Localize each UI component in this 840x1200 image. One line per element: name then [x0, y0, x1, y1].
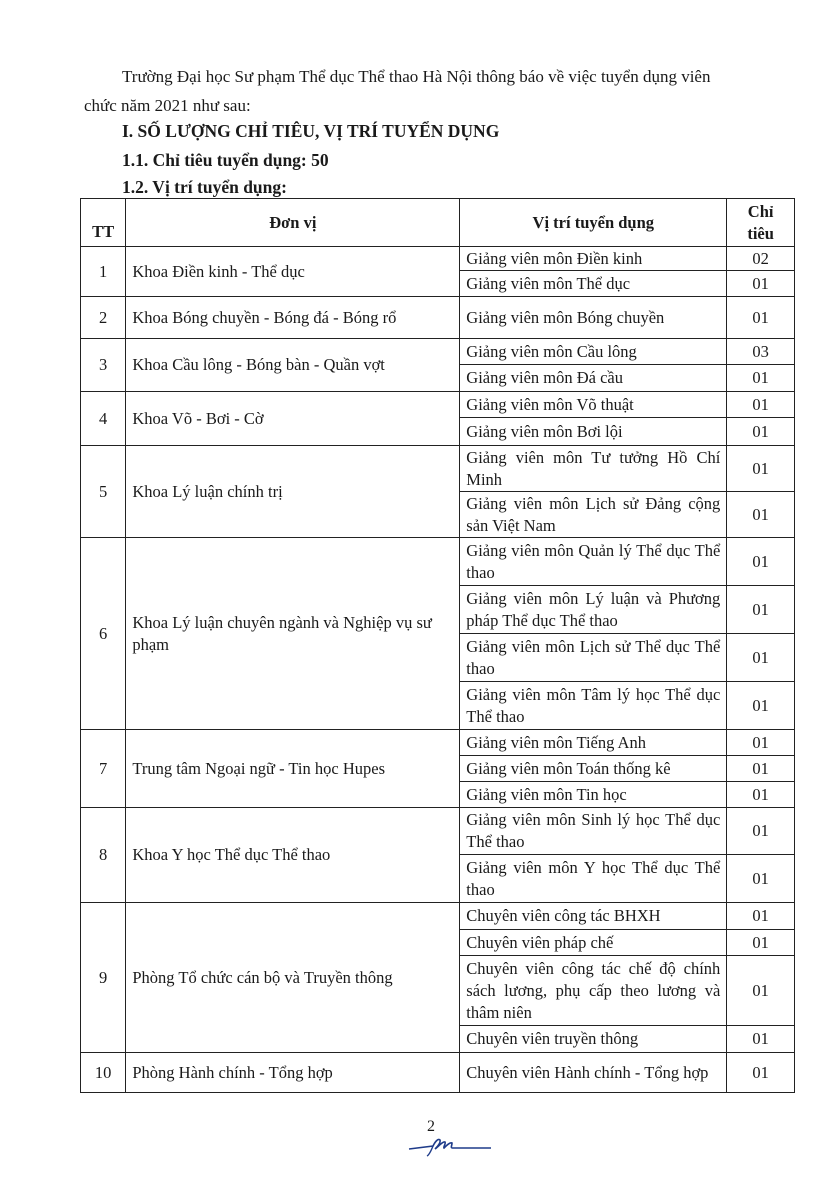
- position-name: Giảng viên môn Cầu lông: [460, 339, 727, 365]
- quota-value: 01: [727, 634, 795, 682]
- signature-initial: [405, 1132, 495, 1158]
- position-name: Giảng viên môn Tiếng Anh: [460, 730, 727, 756]
- table-row: [81, 297, 795, 339]
- quota-value: 01: [727, 365, 795, 392]
- position-name: Chuyên viên công tác BHXH: [460, 903, 727, 930]
- quota-value: 01: [727, 855, 795, 903]
- row-number: 2: [81, 297, 126, 339]
- quota-value: 01: [727, 538, 795, 586]
- position-name: Giảng viên môn Lịch sử Đảng cộng sản Việt Nam: [460, 492, 727, 538]
- intro-line-1: Trường Đại học Sư phạm Thể dục Thể thao Hà Nội thông báo về việc tuyển dụng viên: [122, 67, 711, 86]
- table-row: [81, 446, 795, 492]
- quota-value: 01: [727, 1026, 795, 1053]
- quota-value: 01: [727, 930, 795, 956]
- row-number: 10: [81, 1053, 126, 1093]
- header-unit: Đơn vị: [126, 199, 460, 247]
- quota-value: 03: [727, 339, 795, 365]
- quota-value: 01: [727, 492, 795, 538]
- unit-name: Phòng Hành chính - Tổng hợp: [126, 1053, 460, 1093]
- unit-name: Trung tâm Ngoại ngữ - Tin học Hupes: [126, 730, 460, 808]
- quota-value: 01: [727, 730, 795, 756]
- intro-paragraph: [84, 62, 784, 120]
- quota-value: 01: [727, 808, 795, 855]
- row-number: 5: [81, 446, 126, 538]
- quota-value: 01: [727, 782, 795, 808]
- row-number: 4: [81, 392, 126, 446]
- position-name: Giảng viên môn Quản lý Thể dục Thể thao: [460, 538, 727, 586]
- recruitment-table: [80, 198, 795, 1093]
- table-body: [81, 247, 795, 1093]
- position-name: Chuyên viên công tác chế độ chính sách lương, phụ cấp theo lương và thâm niên: [460, 956, 727, 1026]
- page-number: 2: [427, 1118, 435, 1135]
- unit-name: Phòng Tổ chức cán bộ và Truyền thông: [126, 903, 460, 1053]
- position-name: Giảng viên môn Bóng chuyền: [460, 297, 727, 339]
- header-quota: [727, 199, 795, 247]
- quota-value: 01: [727, 586, 795, 634]
- section-title: I. SỐ LƯỢNG CHỈ TIÊU, VỊ TRÍ TUYỂN DỤNG: [122, 121, 500, 141]
- unit-name: Khoa Cầu lông - Bóng bàn - Quần vợt: [126, 339, 460, 392]
- unit-name: Khoa Y học Thể dục Thể thao: [126, 808, 460, 903]
- row-number: 8: [81, 808, 126, 903]
- unit-name: Khoa Võ - Bơi - Cờ: [126, 392, 460, 446]
- position-name: Chuyên viên pháp chế: [460, 930, 727, 956]
- table-row: [81, 808, 795, 855]
- table-row: [81, 392, 795, 418]
- row-number: 9: [81, 903, 126, 1053]
- row-number: 7: [81, 730, 126, 808]
- quota-value: 01: [727, 903, 795, 930]
- position-name: Chuyên viên Hành chính - Tổng hợp: [460, 1053, 727, 1093]
- unit-name: Khoa Lý luận chuyên ngành và Nghiệp vụ sư phạm: [126, 538, 460, 730]
- quota-value: 02: [727, 247, 795, 271]
- position-name: Giảng viên môn Thể dục: [460, 271, 727, 297]
- quota-value: 01: [727, 446, 795, 492]
- table-row: [81, 1053, 795, 1093]
- header-tt: TT: [81, 199, 126, 247]
- position-name: Giảng viên môn Sinh lý học Thể dục Thể thao: [460, 808, 727, 855]
- unit-name: Khoa Bóng chuyền - Bóng đá - Bóng rổ: [126, 297, 460, 339]
- table-row: [81, 339, 795, 365]
- header-position: Vị trí tuyển dụng: [460, 199, 727, 247]
- position-name: Giảng viên môn Tâm lý học Thể dục Thể thao: [460, 682, 727, 730]
- unit-name: Khoa Điền kinh - Thể dục: [126, 247, 460, 297]
- table-header-row: [81, 199, 795, 247]
- table-row: [81, 247, 795, 271]
- quota-value: 01: [727, 418, 795, 446]
- row-number: 3: [81, 339, 126, 392]
- row-number: 1: [81, 247, 126, 297]
- intro-line-2: chức năm 2021 như sau:: [84, 96, 251, 115]
- position-name: Giảng viên môn Lịch sử Thể dục Thể thao: [460, 634, 727, 682]
- quota-value: 01: [727, 682, 795, 730]
- position-name: Giảng viên môn Lý luận và Phương pháp Thể dục Thể thao: [460, 586, 727, 634]
- table-row: [81, 903, 795, 930]
- position-name: Giảng viên môn Y học Thể dục Thể thao: [460, 855, 727, 903]
- quota-value: 01: [727, 392, 795, 418]
- position-name: Giảng viên môn Đá cầu: [460, 365, 727, 392]
- subsection-positions: 1.2. Vị trí tuyển dụng:: [122, 177, 287, 197]
- position-name: Giảng viên môn Bơi lội: [460, 418, 727, 446]
- table-row: [81, 538, 795, 586]
- position-name: Giảng viên môn Tư tưởng Hồ Chí Minh: [460, 446, 727, 492]
- quota-value: 01: [727, 297, 795, 339]
- position-name: Giảng viên môn Tin học: [460, 782, 727, 808]
- position-name: Giảng viên môn Toán thống kê: [460, 756, 727, 782]
- unit-name: Khoa Lý luận chính trị: [126, 446, 460, 538]
- row-number: 6: [81, 538, 126, 730]
- quota-value: 01: [727, 756, 795, 782]
- subsection-quota: 1.1. Chỉ tiêu tuyển dụng: 50: [122, 150, 329, 170]
- quota-value: 01: [727, 956, 795, 1026]
- position-name: Giảng viên môn Võ thuật: [460, 392, 727, 418]
- position-name: Giảng viên môn Điền kinh: [460, 247, 727, 271]
- position-name: Chuyên viên truyền thông: [460, 1026, 727, 1053]
- header-quota-label: Chỉ tiêu: [747, 201, 774, 243]
- quota-value: 01: [727, 1053, 795, 1093]
- table-row: [81, 730, 795, 756]
- quota-value: 01: [727, 271, 795, 297]
